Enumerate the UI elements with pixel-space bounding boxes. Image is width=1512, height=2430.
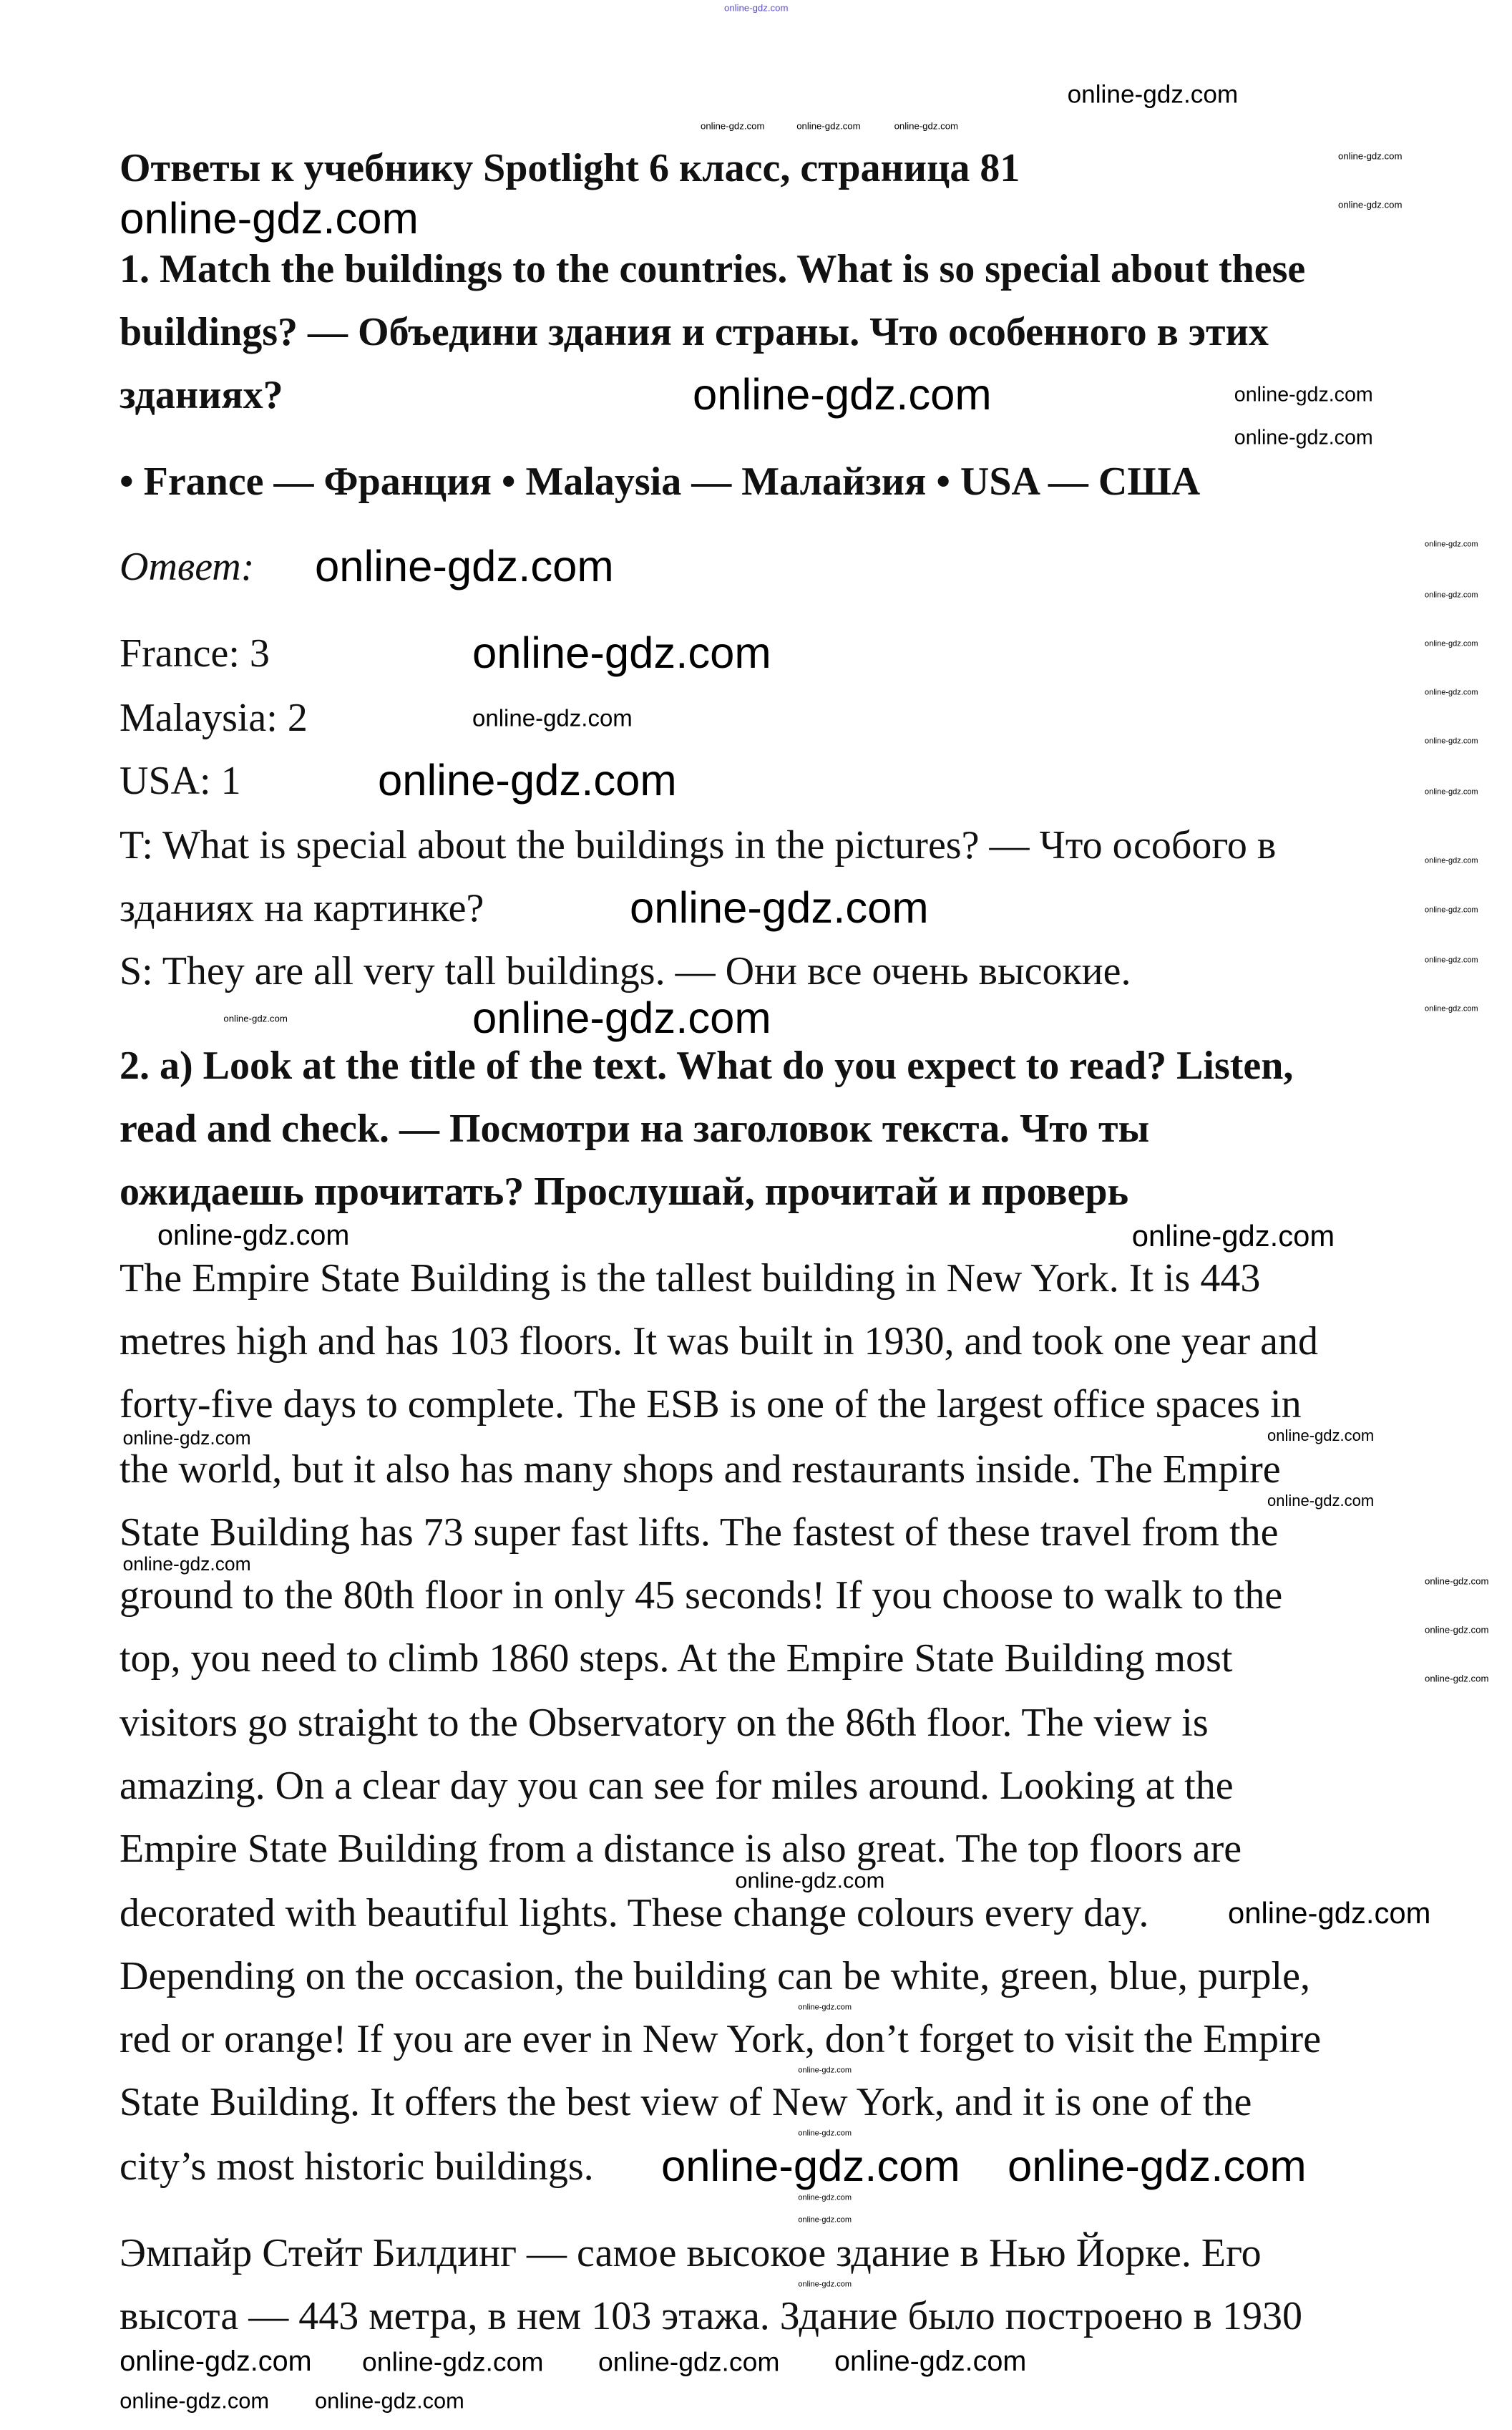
answer-line: USA: 1 <box>120 759 241 804</box>
watermark: online-gdz.com <box>1131 1219 1335 1253</box>
watermark: online-gdz.com <box>315 2388 464 2414</box>
text-line-ru: высота — 443 метра, в нем 103 этажа. Здание было построено в 1930 <box>120 2294 1302 2339</box>
watermark: online-gdz.com <box>1425 856 1478 865</box>
task2-heading: read and check. — Посмотри на заголовок текста. Что ты <box>120 1107 1150 1152</box>
watermark: online-gdz.com <box>894 120 959 132</box>
watermark: online-gdz.com <box>630 883 929 933</box>
watermark: online-gdz.com <box>120 194 419 243</box>
text-line-en: decorated with beautiful lights. These change colours every day. <box>120 1891 1149 1935</box>
watermark: online-gdz.com <box>1234 383 1373 407</box>
watermark: online-gdz.com <box>362 2346 544 2377</box>
text-line-en: State Building has 73 super fast lifts. The fastest of these travel from the <box>120 1510 1279 1555</box>
watermark: online-gdz.com <box>1425 1673 1489 1684</box>
watermark: online-gdz.com <box>378 756 677 806</box>
text-line-en: red or orange! If you are ever in New York, don’t forget to visit the Empire <box>120 2017 1322 2061</box>
watermark: online-gdz.com <box>223 1013 288 1024</box>
watermark: online-gdz.com <box>1267 1491 1375 1510</box>
task2-heading: 2. a) Look at the title of the text. What do you expect to read? Listen, <box>120 1044 1294 1089</box>
text-line-en: Empire State Building from a distance is also great. The top floors are <box>120 1826 1242 1871</box>
text-line-en: top, you need to climb 1860 steps. At the Empire State Building most <box>120 1636 1233 1681</box>
watermark: online-gdz.com <box>701 120 765 132</box>
watermark: online-gdz.com <box>798 2215 852 2225</box>
watermark: online-gdz.com <box>1425 1575 1489 1587</box>
watermark: online-gdz.com <box>1425 737 1478 746</box>
watermark: online-gdz.com <box>693 370 992 420</box>
watermark: online-gdz.com <box>724 2 789 14</box>
watermark: online-gdz.com <box>1338 150 1403 162</box>
watermark: online-gdz.com <box>1338 199 1403 210</box>
watermark: online-gdz.com <box>157 1220 350 1252</box>
watermark: online-gdz.com <box>472 704 633 732</box>
watermark: online-gdz.com <box>120 2346 312 2378</box>
dialog-line: зданиях на картинке? <box>120 886 484 931</box>
task1-options: • France — Франция • Malaysia — Малайзия • USA — США <box>120 460 1201 505</box>
watermark: online-gdz.com <box>798 2193 852 2202</box>
answer-line: France: 3 <box>120 631 270 676</box>
watermark: online-gdz.com <box>796 120 861 132</box>
watermark: online-gdz.com <box>472 628 771 679</box>
watermark: online-gdz.com <box>798 2003 852 2012</box>
answer-line: Malaysia: 2 <box>120 696 308 741</box>
watermark: online-gdz.com <box>1425 787 1478 797</box>
watermark: online-gdz.com <box>798 2280 852 2289</box>
text-line-en: forty-five days to complete. The ESB is one of the largest office spaces in <box>120 1382 1302 1427</box>
watermark: online-gdz.com <box>1234 426 1373 449</box>
watermark: online-gdz.com <box>735 1867 885 1893</box>
watermark: online-gdz.com <box>472 993 771 1044</box>
watermark: online-gdz.com <box>1228 1896 1431 1930</box>
watermark: online-gdz.com <box>798 2066 852 2075</box>
watermark: online-gdz.com <box>122 1427 251 1449</box>
watermark: online-gdz.com <box>1425 1004 1478 1014</box>
watermark: online-gdz.com <box>1425 956 1478 965</box>
answer-label: Ответ: <box>120 545 255 589</box>
text-line-en: city’s most historic buildings. <box>120 2144 594 2190</box>
watermark: online-gdz.com <box>315 542 614 592</box>
page-title: Ответы к учебнику Spotlight 6 класс, страница 81 <box>120 146 1020 191</box>
dialog-line: S: They are all very tall buildings. — Они все очень высокие. <box>120 949 1131 994</box>
watermark: online-gdz.com <box>1425 540 1478 549</box>
watermark: online-gdz.com <box>1425 591 1478 600</box>
task1-heading: buildings? — Объедини здания и страны. Что особенного в этих <box>120 310 1269 355</box>
watermark: online-gdz.com <box>1008 2142 1307 2192</box>
watermark: online-gdz.com <box>1425 639 1478 648</box>
watermark: online-gdz.com <box>1425 688 1478 697</box>
dialog-line: T: What is special about the buildings in the pictures? — Что особого в <box>120 823 1277 868</box>
text-line-en: visitors go straight to the Observatory on the 86th floor. The view is <box>120 1700 1209 1745</box>
watermark: online-gdz.com <box>661 2142 960 2192</box>
watermark: online-gdz.com <box>122 1552 251 1575</box>
watermark: online-gdz.com <box>1067 80 1239 109</box>
text-line-en: The Empire State Building is the tallest building in New York. It is 443 <box>120 1256 1261 1301</box>
text-line-en: amazing. On a clear day you can see for miles around. Looking at the <box>120 1763 1234 1808</box>
text-line-en: State Building. It offers the best view of New York, and it is one of the <box>120 2080 1252 2124</box>
task2-heading: ожидаешь прочитать? Прослушай, прочитай и проверь <box>120 1170 1129 1215</box>
watermark: online-gdz.com <box>1267 1427 1375 1445</box>
watermark: online-gdz.com <box>798 2129 852 2138</box>
watermark: online-gdz.com <box>120 2388 270 2414</box>
task1-heading: 1. Match the buildings to the countries. What is so special about these <box>120 247 1306 292</box>
text-line-en: Depending on the occasion, the building can be white, green, blue, purple, <box>120 1954 1310 1998</box>
watermark: online-gdz.com <box>1425 905 1478 915</box>
task1-heading: зданиях? <box>120 373 283 418</box>
watermark: online-gdz.com <box>834 2346 1027 2378</box>
watermark: online-gdz.com <box>598 2346 780 2377</box>
text-line-en: the world, but it also has many shops and restaurants inside. The Empire <box>120 1447 1281 1492</box>
text-line-ru: Эмпайр Стейт Билдинг — самое высокое здание в Нью Йорке. Его <box>120 2231 1262 2276</box>
text-line-en: metres high and has 103 floors. It was built in 1930, and took one year and <box>120 1319 1318 1364</box>
watermark: online-gdz.com <box>1425 1624 1489 1636</box>
text-line-en: ground to the 80th floor in only 45 seconds! If you choose to walk to the <box>120 1573 1283 1618</box>
